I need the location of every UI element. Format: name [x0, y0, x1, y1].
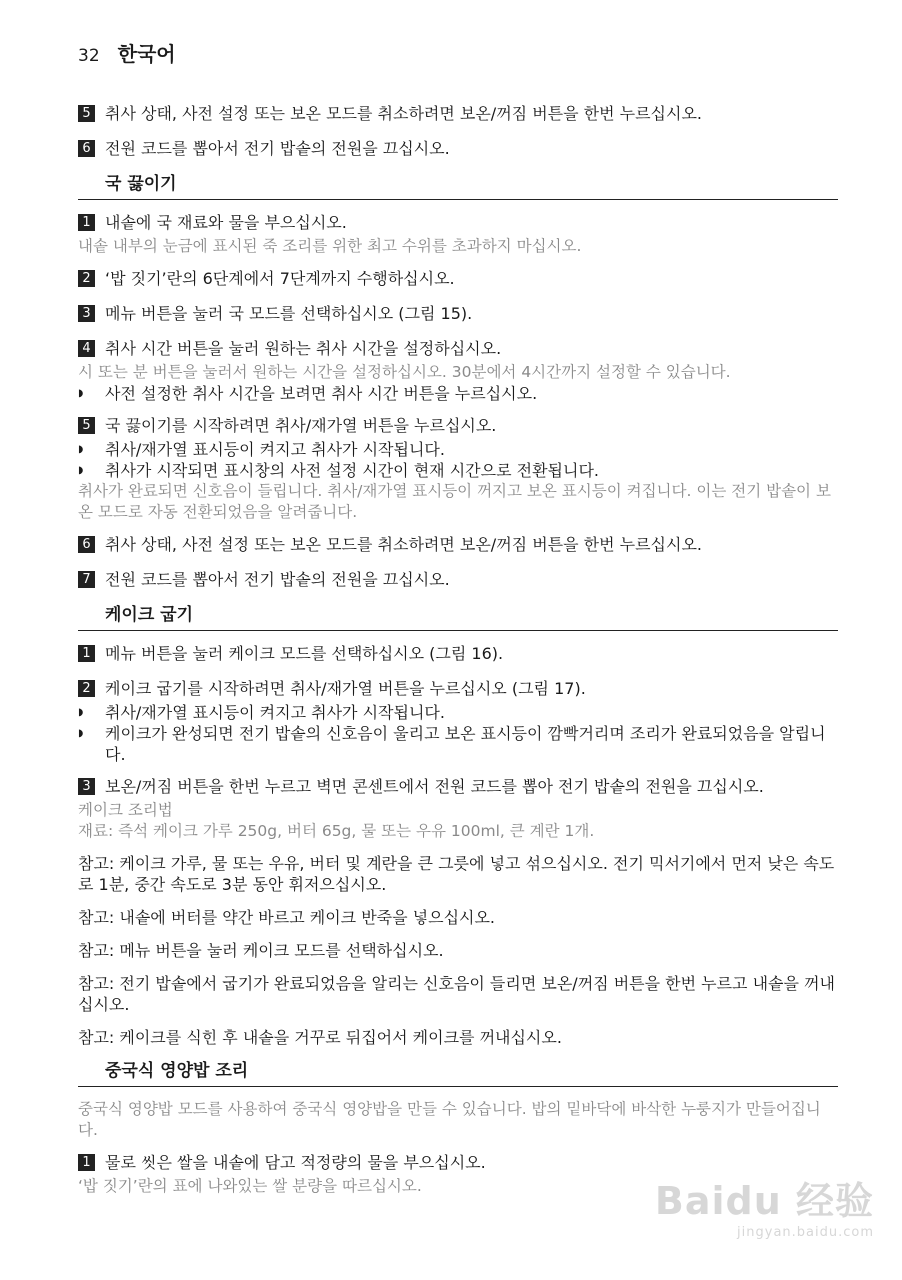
step-item	[78, 678, 838, 699]
step-item	[78, 212, 838, 233]
page-number: 32	[78, 46, 100, 66]
step-text: 케이크 굽기를 시작하려면 취사/재가열 버튼을 누르십시오 (그림 17).	[105, 679, 586, 698]
bullet-icon: ◗	[78, 728, 84, 739]
step-number: 1	[78, 645, 95, 662]
page-header	[78, 38, 838, 67]
step-item	[78, 138, 838, 159]
step-number: 3	[78, 778, 95, 795]
bullet-item	[78, 702, 838, 723]
step-text: 물로 씻은 쌀을 내솥에 담고 적정량의 물을 부으십시오.	[105, 1153, 486, 1172]
bullet-item	[78, 723, 838, 765]
bullet-icon: ◗	[78, 465, 84, 476]
step-text: 전원 코드를 뽑아서 전기 밥솥의 전원을 끄십시오.	[105, 139, 450, 158]
bullet-text: 케이크가 완성되면 전기 밥솥의 신호음이 울리고 보온 표시등이 깜빡거리며 조리가 완료되었음을 알립니다.	[105, 724, 826, 764]
step-note: 시 또는 분 버튼을 눌러서 원하는 시간을 설정하십시오. 30분에서 4시간까지 설정할 수 있습니다.	[78, 363, 731, 381]
watermark-url: jingyan.baidu.com	[737, 1225, 874, 1240]
step-item	[78, 103, 838, 124]
step-item	[78, 268, 838, 289]
bullet-text: 취사/재가열 표시등이 켜지고 취사가 시작됩니다.	[105, 440, 445, 459]
watermark-logo-text: Baidu 经验	[654, 1179, 874, 1223]
section-title-soup: 국 끓이기	[78, 173, 838, 200]
step-text: 메뉴 버튼을 눌러 국 모드를 선택하십시오 (그림 15).	[105, 304, 473, 323]
bullet-icon: ◗	[78, 444, 84, 455]
note-paragraph: 참고: 케이크 가루, 물 또는 우유, 버터 및 계란을 큰 그릇에 넣고 섞으십시오. 전기 믹서기에서 먼저 낮은 속도로 1분, 중간 속도로 3분 동안 휘저으십시오.	[78, 854, 835, 894]
step-item	[78, 534, 838, 555]
step-note: 취사가 완료되면 신호음이 들립니다. 취사/재가열 표시등이 꺼지고 보온 표시등이 켜집니다. 이는 전기 밥솥이 보온 모드로 자동 전환되었음을 알려줍니다.	[78, 482, 831, 521]
step-text: 취사 상태, 사전 설정 또는 보온 모드를 취소하려면 보온/꺼짐 버튼을 한번 누르십시오.	[105, 104, 703, 123]
step-item	[78, 415, 838, 436]
recipe-ingredients: 재료: 즉석 케이크 가루 250g, 버터 65g, 물 또는 우유 100ml, 큰 계란 1개.	[78, 822, 595, 840]
bullet-item	[78, 383, 838, 404]
note-paragraph: 참고: 메뉴 버튼을 눌러 케이크 모드를 선택하십시오.	[78, 941, 444, 960]
step-number: 1	[78, 1154, 95, 1171]
step-text: 취사 상태, 사전 설정 또는 보온 모드를 취소하려면 보온/꺼짐 버튼을 한번 누르십시오.	[105, 535, 703, 554]
step-text: 취사 시간 버튼을 눌러 원하는 취사 시간을 설정하십시오.	[105, 339, 502, 358]
bullet-icon: ◗	[78, 707, 84, 718]
step-number: 1	[78, 214, 95, 231]
note-paragraph: 참고: 내솥에 버터를 약간 바르고 케이크 반죽을 넣으십시오.	[78, 908, 496, 927]
step-item	[78, 776, 838, 797]
step-number: 4	[78, 340, 95, 357]
baidu-watermark	[655, 1170, 874, 1240]
step-item	[78, 569, 838, 590]
step-text: 국 끓이기를 시작하려면 취사/재가열 버튼을 누르십시오.	[105, 416, 497, 435]
step-number: 3	[78, 305, 95, 322]
step-number: 5	[78, 105, 95, 122]
step-item	[78, 303, 838, 324]
step-note: 내솥 내부의 눈금에 표시된 죽 조리를 위한 최고 수위를 초과하지 마십시오.	[78, 237, 582, 255]
step-note: ‘밥 짓기’란의 표에 나와있는 쌀 분량을 따르십시오.	[78, 1177, 422, 1195]
note-paragraph: 참고: 케이크를 식힌 후 내솥을 거꾸로 뒤집어서 케이크를 꺼내십시오.	[78, 1028, 562, 1047]
step-text: 내솥에 국 재료와 물을 부으십시오.	[105, 213, 347, 232]
step-item	[78, 338, 838, 359]
section-intro: 중국식 영양밥 모드를 사용하여 중국식 영양밥을 만들 수 있습니다. 밥의 밑바닥에 바삭한 누룽지가 만들어집니다.	[78, 1100, 821, 1139]
bullet-icon: ◗	[78, 388, 84, 399]
bullet-text: 취사가 시작되면 표시창의 사전 설정 시간이 현재 시간으로 전환됩니다.	[105, 461, 599, 480]
step-text: 메뉴 버튼을 눌러 케이크 모드를 선택하십시오 (그림 16).	[105, 644, 504, 663]
step-number: 7	[78, 571, 95, 588]
step-number: 2	[78, 680, 95, 697]
manual-page	[78, 38, 838, 1197]
section-title-cake: 케이크 굽기	[78, 604, 838, 631]
watermark-logo	[655, 1170, 874, 1225]
step-text: 전원 코드를 뽑아서 전기 밥솥의 전원을 끄십시오.	[105, 570, 450, 589]
recipe-title: 케이크 조리법	[78, 801, 173, 819]
step-number: 5	[78, 417, 95, 434]
step-number: 6	[78, 536, 95, 553]
bullet-item	[78, 460, 838, 481]
bullet-item	[78, 439, 838, 460]
bullet-text: 사전 설정한 취사 시간을 보려면 취사 시간 버튼을 누르십시오.	[105, 384, 538, 403]
language-title: 한국어	[117, 42, 176, 66]
step-text: 보온/꺼짐 버튼을 한번 누르고 벽면 콘센트에서 전원 코드를 뽑아 전기 밥솥의 전원을 끄십시오.	[105, 777, 764, 796]
step-number: 2	[78, 270, 95, 287]
note-paragraph: 참고: 전기 밥솥에서 굽기가 완료되었음을 알리는 신호음이 들리면 보온/꺼짐 버튼을 한번 누르고 내솥을 꺼내십시오.	[78, 974, 835, 1014]
bullet-text: 취사/재가열 표시등이 켜지고 취사가 시작됩니다.	[105, 703, 445, 722]
step-item	[78, 643, 838, 664]
section-title-chinese-rice: 중국식 영양밥 조리	[78, 1060, 838, 1087]
step-number: 6	[78, 140, 95, 157]
step-text: ‘밥 짓기’란의 6단계에서 7단계까지 수행하십시오.	[105, 269, 455, 288]
